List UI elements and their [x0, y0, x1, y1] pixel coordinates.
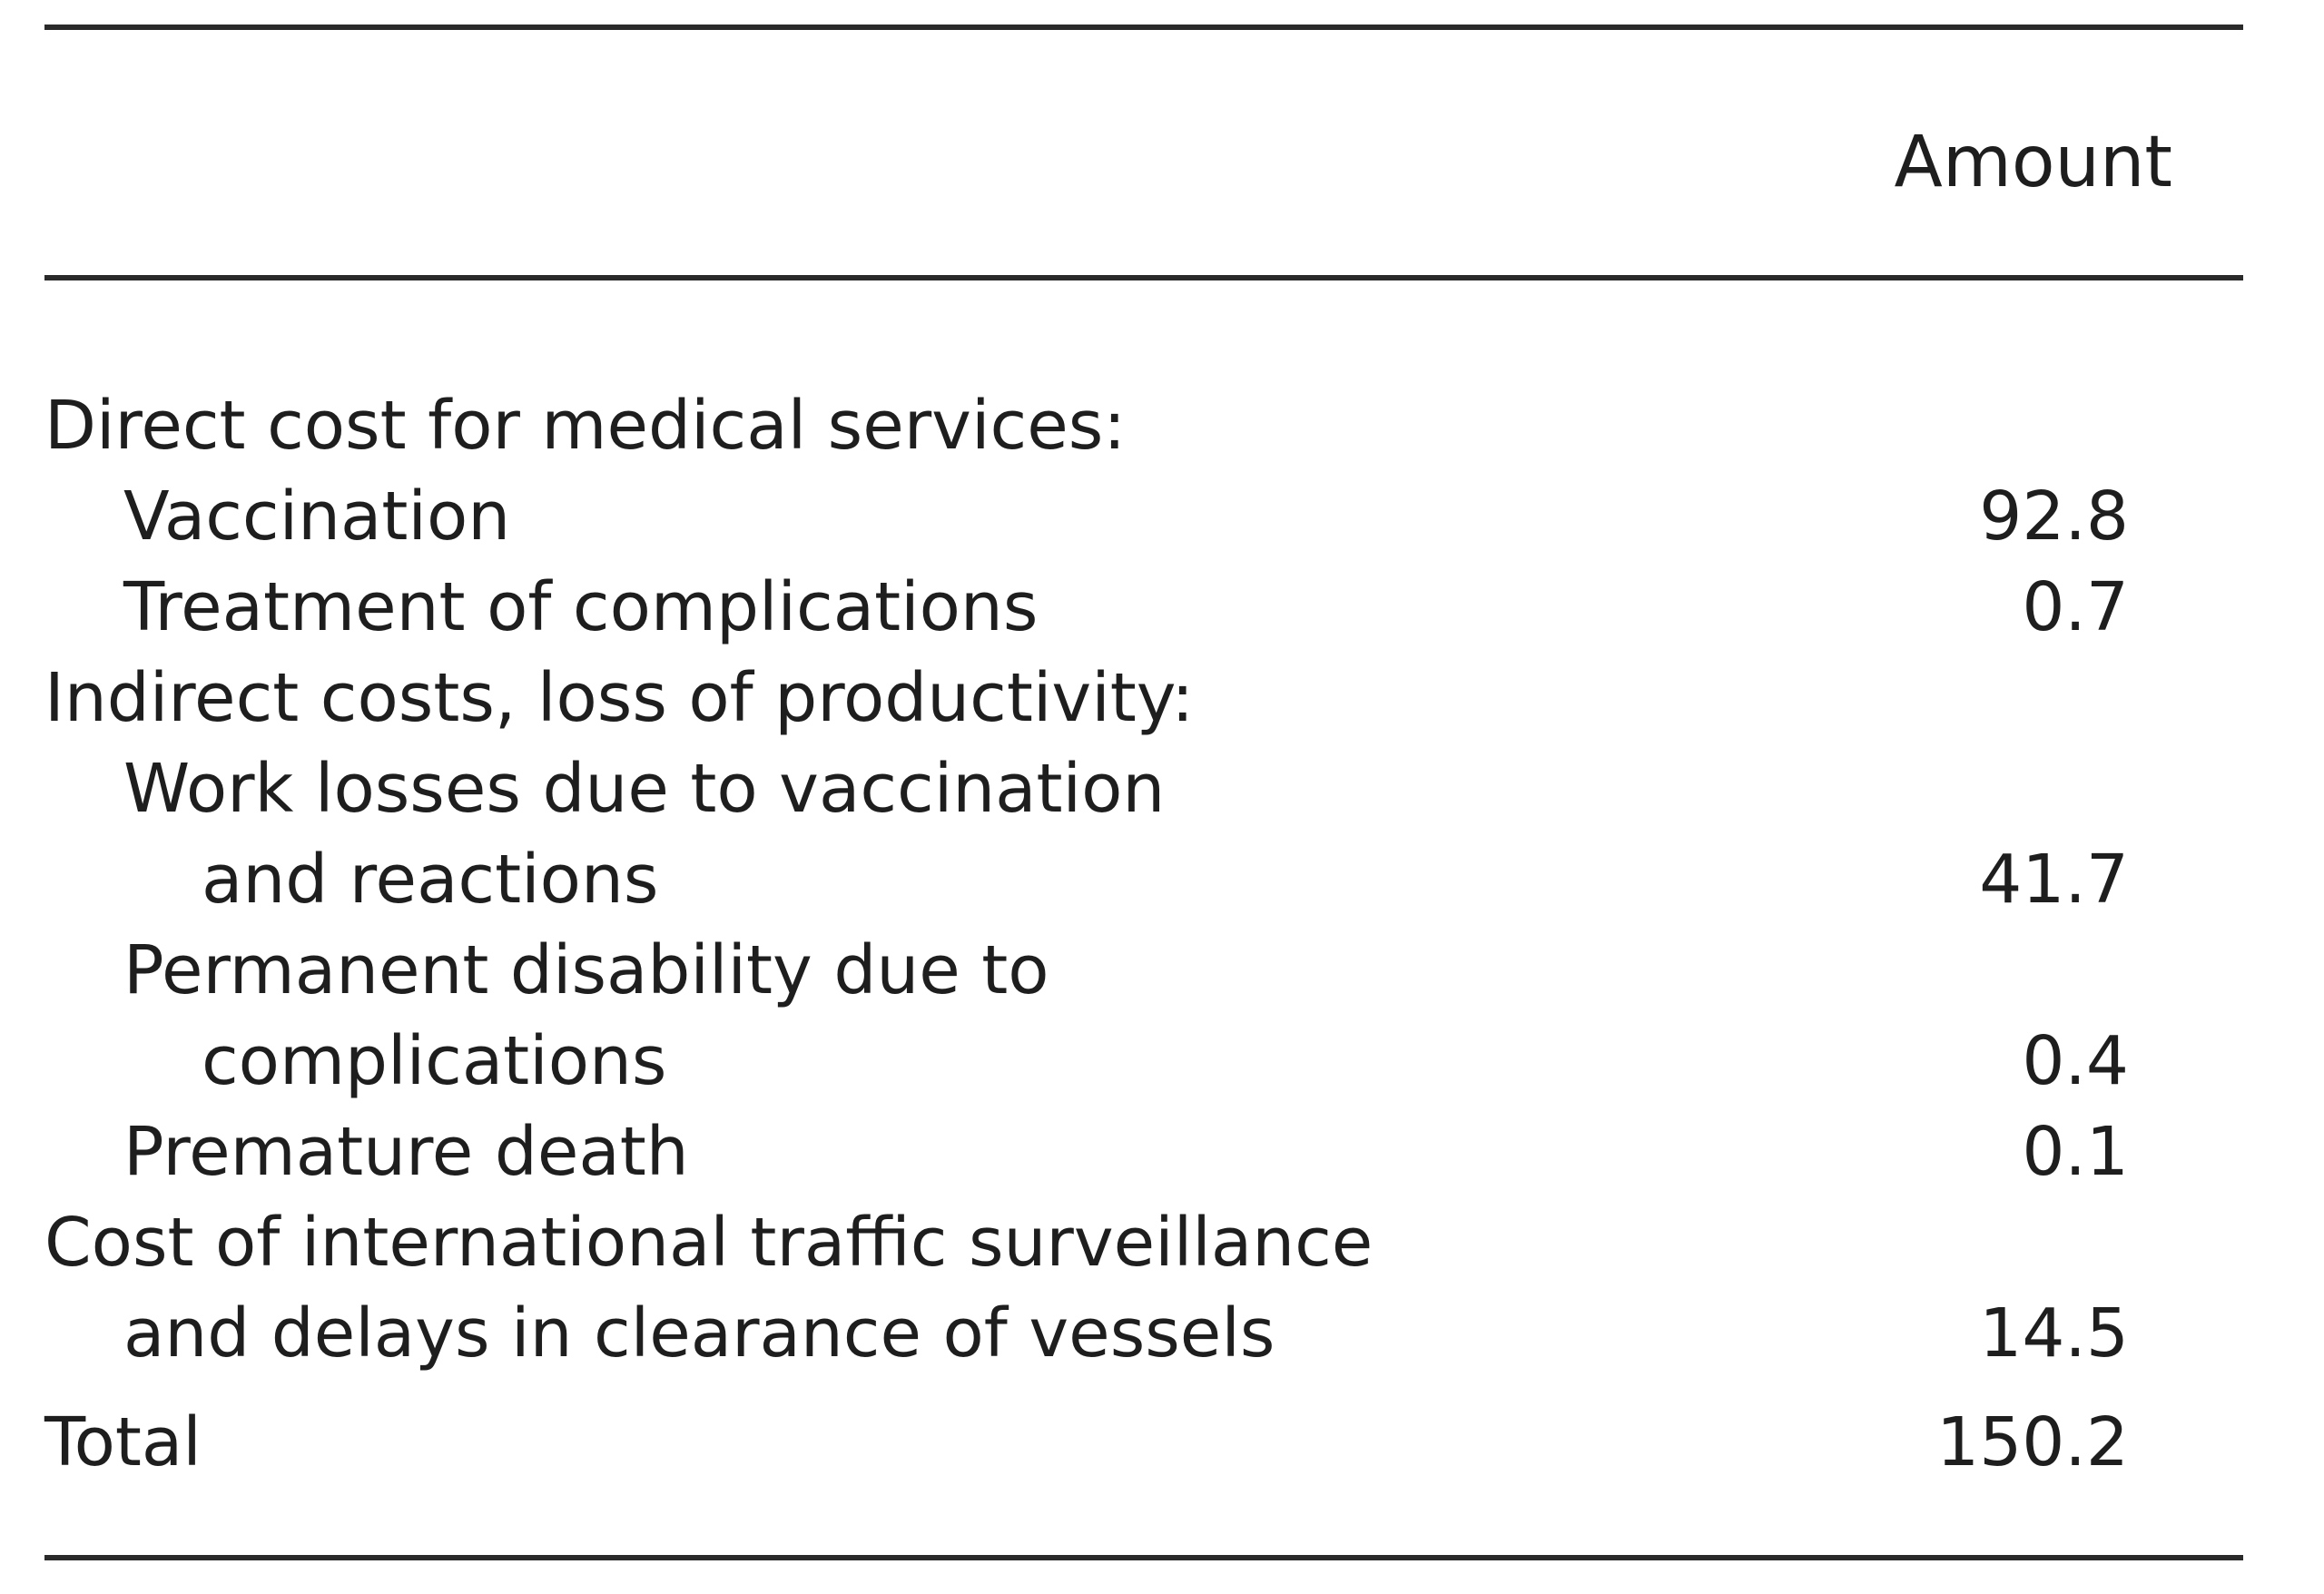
- table-row: [0, 387, 2324, 483]
- row-amount: 14.5: [1979, 1294, 2129, 1373]
- row-label: Cost of international traffic surveillance: [44, 1204, 1374, 1282]
- table-header-rule: [44, 275, 2243, 280]
- row-label: and reactions: [202, 841, 659, 919]
- total-label: Total: [44, 1403, 202, 1481]
- table-row: [0, 1204, 2324, 1300]
- table-row: [0, 1294, 2324, 1391]
- table-row: [0, 1022, 2324, 1118]
- row-amount: 0.4: [2022, 1022, 2129, 1100]
- row-label: and delays in clearance of vessels: [123, 1294, 1275, 1373]
- table-row: [0, 750, 2324, 846]
- row-amount: 41.7: [1979, 841, 2129, 919]
- row-label: Work losses due to vaccination: [123, 750, 1166, 828]
- amount-column-header: Amount: [1894, 122, 2172, 203]
- row-label: Indirect costs, loss of productivity:: [44, 659, 1195, 737]
- table-row: [0, 568, 2324, 664]
- row-label: Premature death: [123, 1113, 689, 1191]
- table-row: [0, 931, 2324, 1028]
- table-bottom-rule: [44, 1555, 2243, 1560]
- row-amount: 92.8: [1979, 477, 2129, 556]
- table-top-rule: [44, 25, 2243, 30]
- table-row: [0, 659, 2324, 755]
- row-amount: 0.7: [2022, 568, 2129, 646]
- row-label: Permanent disability due to: [123, 931, 1049, 1009]
- row-label: Treatment of complications: [123, 568, 1039, 646]
- total-amount: 150.2: [1936, 1403, 2129, 1481]
- total-row: [0, 1403, 2324, 1500]
- table-row: [0, 477, 2324, 574]
- table-row: [0, 841, 2324, 937]
- row-label: complications: [202, 1022, 667, 1100]
- row-label: Vaccination: [123, 477, 511, 556]
- row-label: Direct cost for medical services:: [44, 387, 1127, 465]
- table-row: [0, 1113, 2324, 1209]
- row-amount: 0.1: [2022, 1113, 2129, 1191]
